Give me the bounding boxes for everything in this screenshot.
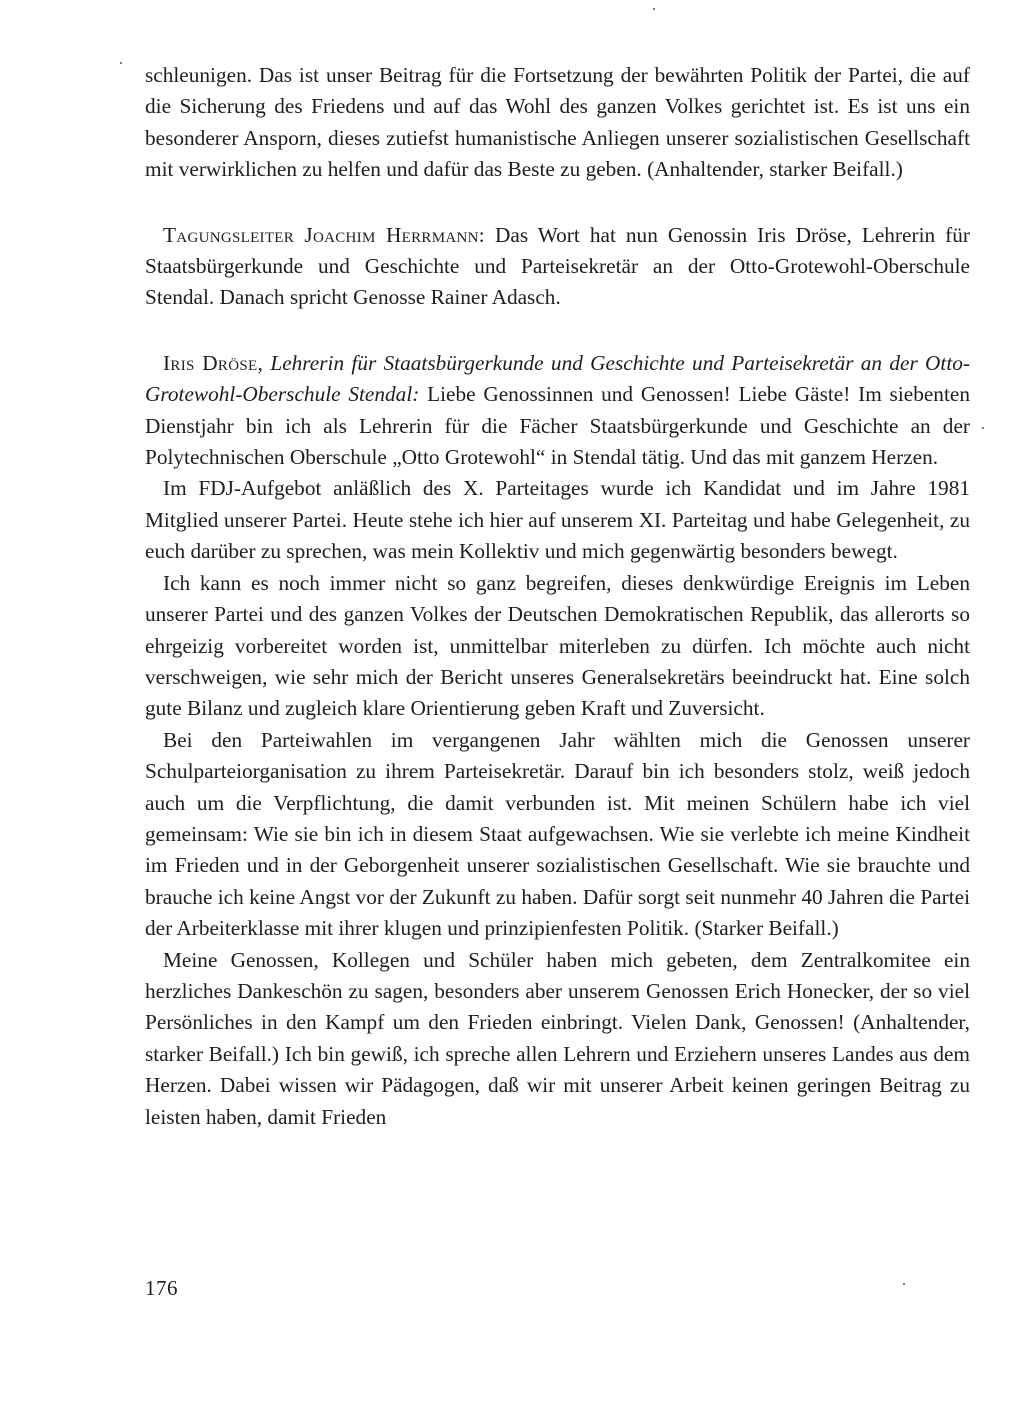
speaker-name: Iris Dröse, (163, 350, 264, 375)
speech-paragraph: Meine Genossen, Kollegen und Schüler haben mich gebeten, dem Zentralkomitee ein herzliches Dankeschön zu sagen, besonders aber unserem Genossen Erich Honecker, der so viel Persönliches in den Kampf um den Frieden einbringt. Vielen Dank, Genossen! (Anhaltender, starker Beifall.) Ich bin gewiß, ich spreche allen Lehrern und Erziehern unseres Landes aus dem Herzen. Dabei wissen wir Pädagogen, daß wir mit unserer Arbeit keinen geringen Beitrag zu leisten haben, damit Frieden (145, 947, 970, 1129)
speaker-role: Lehrerin für Staatsbürgerkunde und Geschichte und Parteisekretär an der Otto-Grotewohl-Oberschule Stendal: (145, 350, 970, 407)
speech-opening (145, 348, 970, 474)
speech-paragraph: Im FDJ-Aufgebot anläßlich des X. Parteitages wurde ich Kandidat und im Jahre 1981 Mitglied unserer Partei. Heute stehe ich hier auf unserem XI. Parteitag und habe Gelegenheit, zu euch darüber zu sprechen, was mein Kollektiv und mich gegenwärtig besonders bewegt. (145, 476, 970, 564)
chair-statement (145, 220, 970, 314)
speech-paragraph: Ich kann es noch immer nicht so ganz begreifen, dieses denkwürdige Ereignis im Leben unserer Partei und des ganzen Volkes der Deutschen Demokratischen Republik, das allerorts so ehrgeizig vorbereitet worden ist, unmittelbar miterleben zu dürfen. Ich möchte auch nicht verschweigen, wie sehr mich der Bericht unseres Generalsekretärs beeindruckt hat. Eine solch gute Bilanz und zugleich klare Orientierung geben Kraft und Zuversicht. (145, 570, 970, 721)
speaker-label-chair: Tagungsleiter Joachim Herrmann: (163, 222, 485, 247)
speech-opening-text: Liebe Genossinnen und Genossen! Liebe Gäste! Im siebenten Dienstjahr bin ich als Lehrerin für die Fächer Staatsbürgerkunde und Geschichte an der Polytechnischen Oberschule „Otto Grotewohl“ in Stendal tätig. Und das mit ganzem Herzen. (145, 382, 970, 470)
page-number: 176 (145, 1276, 178, 1300)
document-page (145, 60, 970, 1133)
scan-speck (982, 427, 984, 429)
paragraph-continuation: schleunigen. Das ist unser Beitrag für die Fortsetzung der bewährten Politik der Partei, die auf die Sicherung des Friedens und auf das Wohl des ganzen Volkes gerichtet ist. Es ist uns ein besonderer Ansporn, dieses zutiefst humanistische Anliegen unserer sozialistischen Gesellschaft mit verwirklichen zu helfen und dafür das Beste zu geben. (Anhaltender, starker Beifall.) (145, 63, 970, 182)
scan-speck (653, 8, 655, 10)
chair-statement-text: Das Wort hat nun Genossin Iris Dröse, Lehrerin für Staatsbürgerkunde und Geschichte und Parteisekretär an der Otto-Grotewohl-Oberschule Stendal. Danach spricht Genosse Rainer Adasch. (145, 222, 970, 310)
scan-speck (120, 62, 122, 64)
scan-speck (903, 1283, 905, 1285)
speech-paragraph: Bei den Parteiwahlen im vergangenen Jahr wählten mich die Genossen unserer Schulparteiorganisation zu ihrem Parteisekretär. Darauf bin ich besonders stolz, weiß jedoch auch um die Verpflichtung, die damit verbunden ist. Mit meinen Schülern habe ich viel gemeinsam: Wie sie bin ich in diesem Staat aufgewachsen. Wie sie verlebte ich meine Kindheit im Frieden und in der Geborgenheit unserer sozialistischen Gesellschaft. Wie sie brauchte und brauche ich keine Angst vor der Zukunft zu haben. Dafür sorgt seit nunmehr 40 Jahren die Partei der Arbeiterklasse mit ihrer klugen und prinzipienfesten Politik. (Starker Beifall.) (145, 727, 970, 941)
